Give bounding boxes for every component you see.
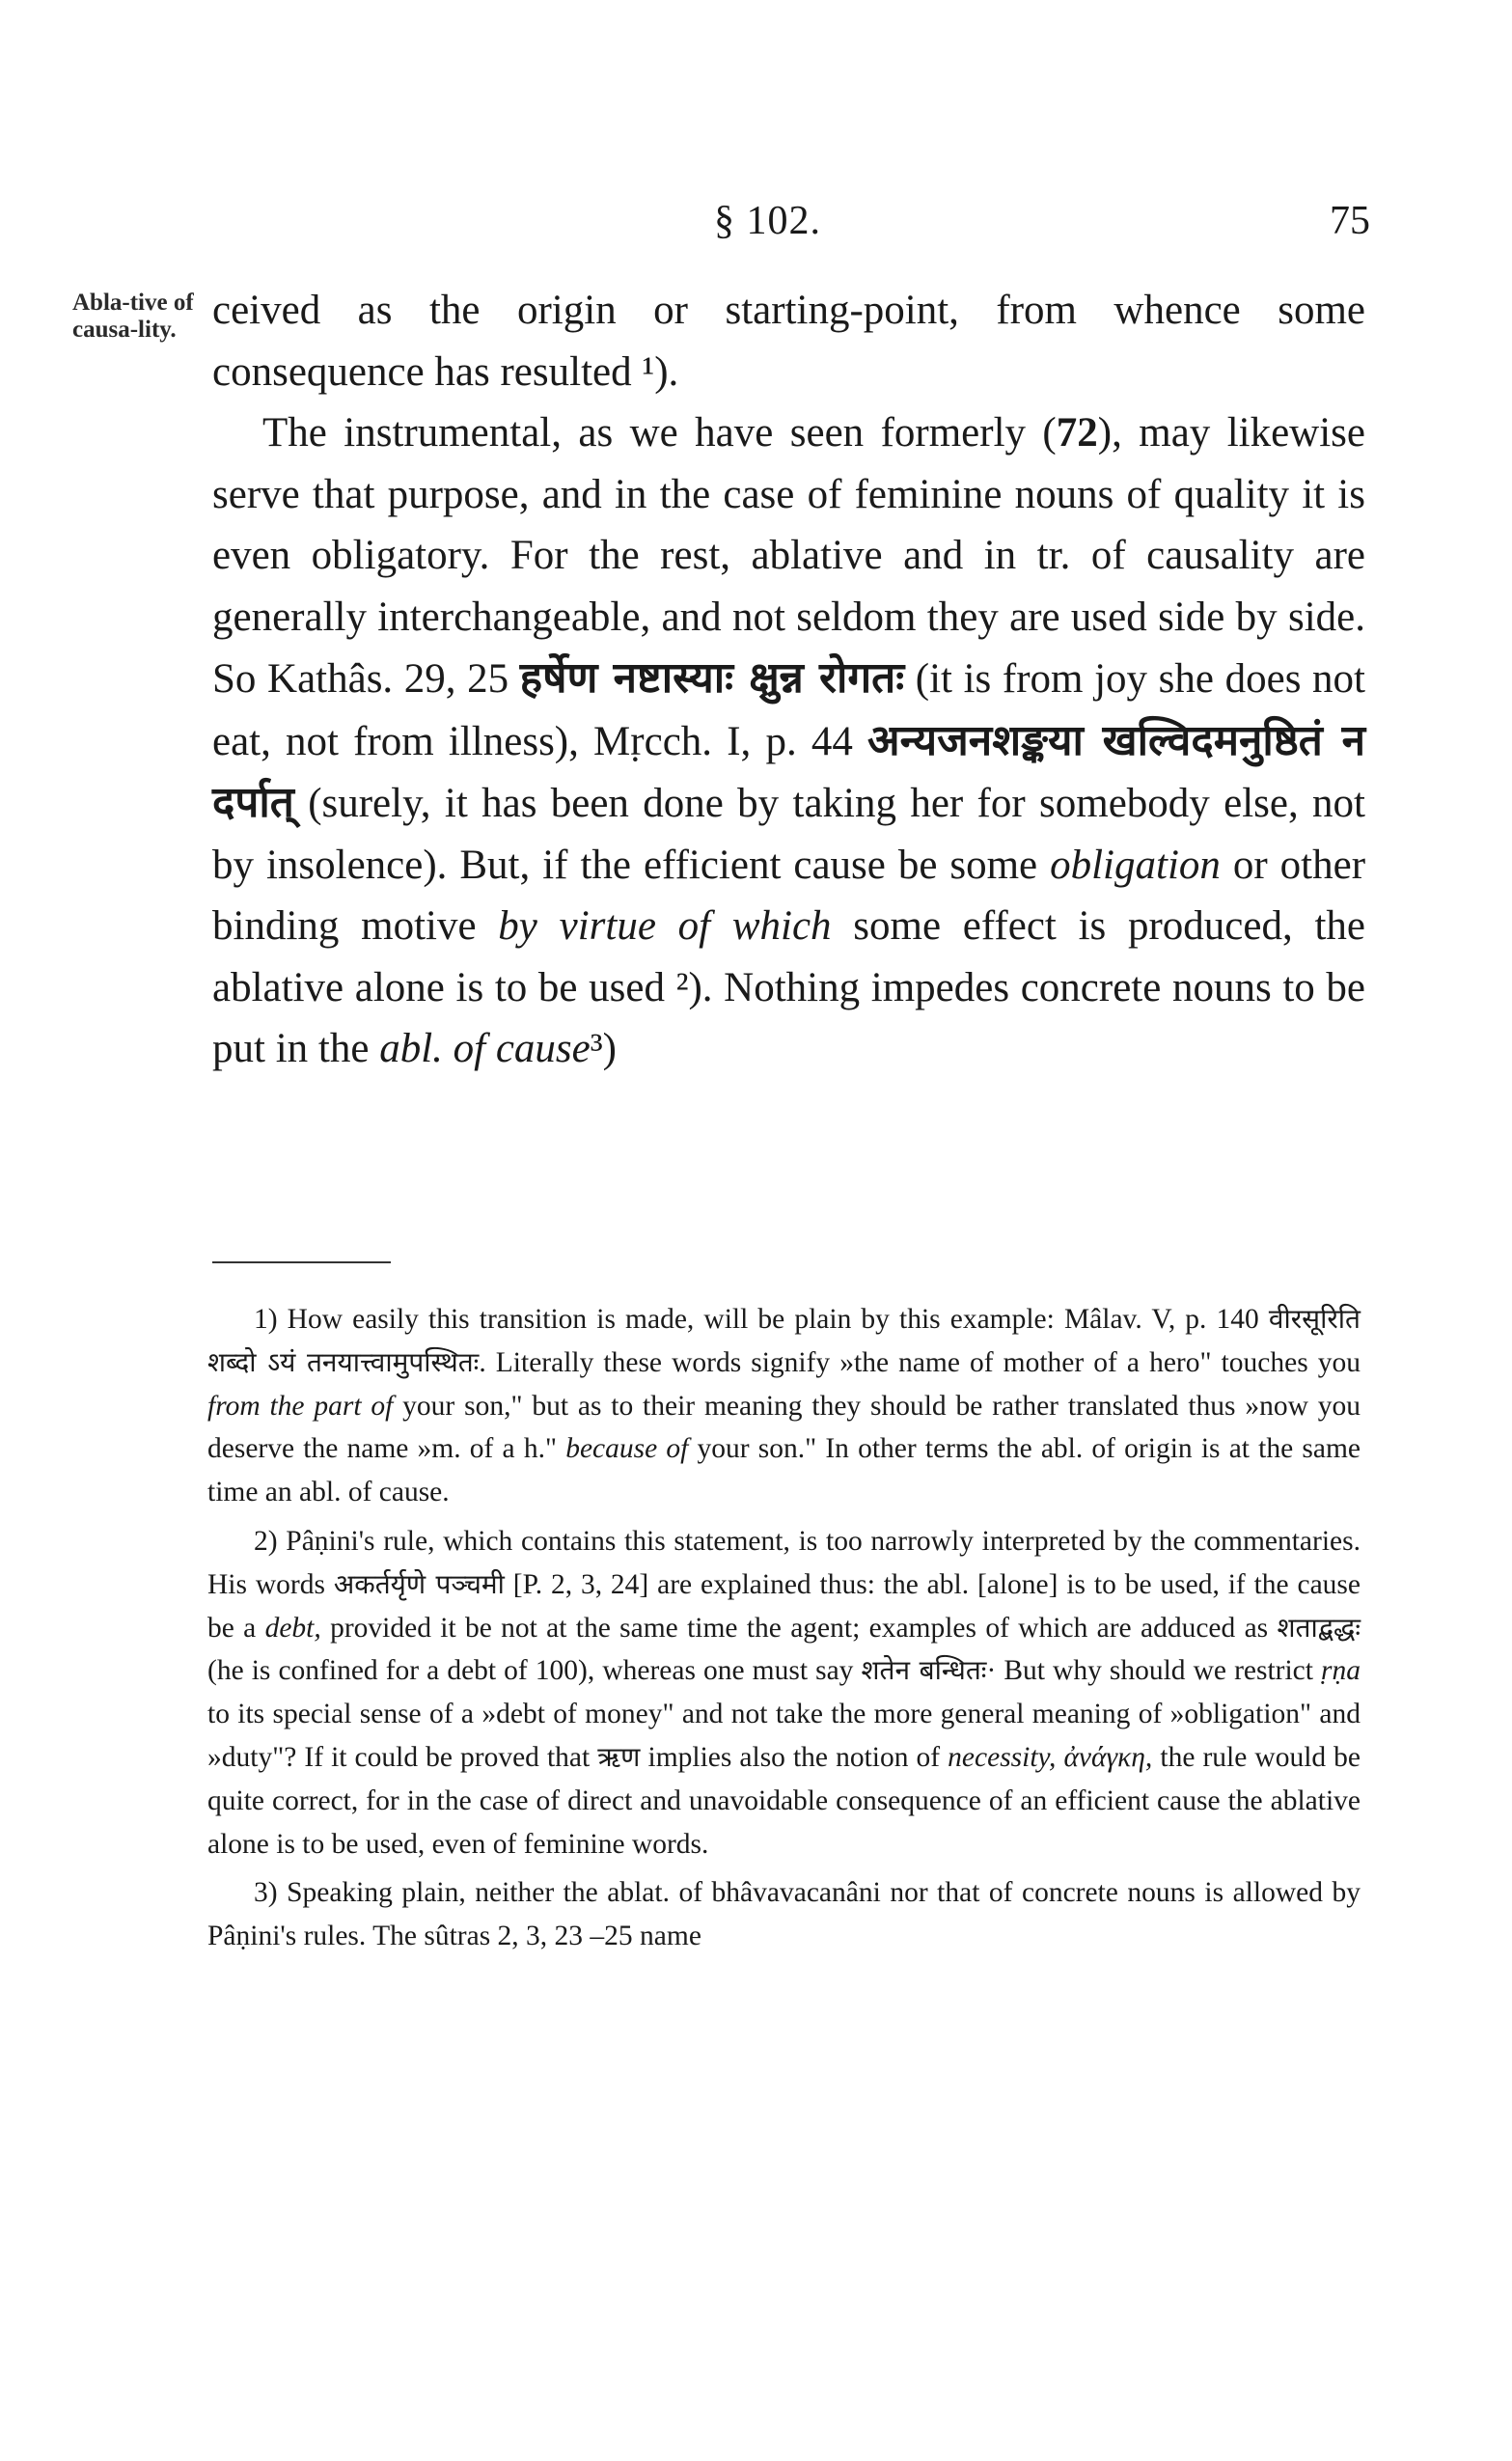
italic-term: because of [565,1433,689,1465]
footnote-3: 3) Speaking plain, neither the ablat. of bhâvavacanâni nor that of concrete nouns is allowed by Pâṇini's rules. The sûtras 2, 3, 23 –25 name [207,1877,1361,1952]
footnote-1 [207,1298,1361,1514]
sanskrit-quote: हर्षेण नष्टास्याः क्षुन्न रोगतः [519,653,905,703]
italic-term: from the part of [207,1390,394,1422]
footnotes [207,1298,1361,1964]
margin-note: Abla-tive of causa-lity. [72,290,194,343]
main-text [212,280,1365,1080]
text-span: your son." In other terms the abl. of origin is at the same time an abl. of cause. [207,1433,1361,1508]
text-span: or other binding motive [212,842,1366,949]
italic-term: ṛṇa [1321,1655,1361,1687]
footnote-2 [207,1520,1361,1866]
sanskrit-quote: वीरसूरिति शब्दो ऽयं तनयात्त्वामुपस्थितः [207,1303,1361,1378]
sanskrit-quote: ऋण [597,1740,641,1773]
paragraph-2 [212,402,1365,1080]
text-span: provided it be not at the same time the agent; examples of which are adduced as [330,1612,1269,1644]
paragraph-1: ceived as the origin or starting-point, from whence some consequence has resulted ¹). [212,288,1365,395]
footnote-marker: ³) [590,1026,617,1071]
text-span: your son," but as to their meaning they should be rather translated thus »now you deserve the name »m. of a h." [207,1390,1361,1465]
text-span: . Literally these words signify »the name of mother of a hero" touches you [479,1346,1361,1378]
text-span: (he is confined for a debt of 100), whereas one must say [207,1655,854,1687]
text-span: [P. 2, 3, 24] are explained thus: the abl. [alone] is to be used, if the cause be a [207,1568,1361,1644]
text-span: (surely, it has been done by taking her for somebody else, not by insolence). But, if the efficient cause be some [212,781,1366,888]
cross-reference: 72 [1056,410,1098,456]
italic-term: necessity, ἀνάγκη, [948,1741,1153,1773]
italic-term: abl. of cause [379,1026,591,1071]
text-span: to its special sense of a »debt of money" and not take the more general meaning of »obligation" and »duty"? If it could be proved that [207,1699,1361,1773]
text-span: · But why should we restrict [986,1655,1313,1687]
text-span: 1) How easily this transition is made, will be plain by this example: Mâlav. V, p. 140 [254,1304,1259,1335]
text-span: implies also the notion of [647,1741,941,1773]
italic-term: by virtue of which [498,903,832,949]
text-span: some effect is produced, the ablative alone is to be used ²). Nothing impedes concrete nouns to be put in the [212,903,1365,1071]
text-span: ), may likewise serve that purpose, and in the case of feminine nouns of quality it is even obligatory. For the rest, ablative and in tr. of causality are generally interchangeable, and not seldom they are used side by side. So Kathâs. 29, 25 [212,410,1365,702]
sanskrit-quote: शताद्बद्धः [1277,1611,1361,1644]
text-span: 2) Pâṇini's rule, which contains this statement, is too narrowly interpreted by the commentaries. His words [207,1525,1361,1600]
text-span: The instrumental, as we have seen formerly ( [262,410,1057,456]
italic-term: debt, [264,1612,321,1644]
sanskrit-quote: अन्यजनशङ्कया खल्विदमनुष्ठितं न दर्पात् [212,715,1365,827]
italic-term: obligation [1050,842,1221,888]
section-number: § 102. [714,199,821,243]
text-span: the rule would be quite correct, for in the case of direct and unavoidable consequence of an efficient cause the ablative alone is to be used, even of feminine words. [207,1741,1361,1860]
sanskrit-quote: शतेन बन्धितः [861,1654,987,1687]
sanskrit-quote: अकर्तर्यृणे पञ्चमी [333,1567,505,1600]
text-span: (it is from joy she does not eat, not from illness), Mṛcch. I, p. 44 [212,656,1365,764]
page-number: 75 [1330,199,1370,243]
footnote-divider [212,1261,391,1263]
page-header [212,198,1370,246]
